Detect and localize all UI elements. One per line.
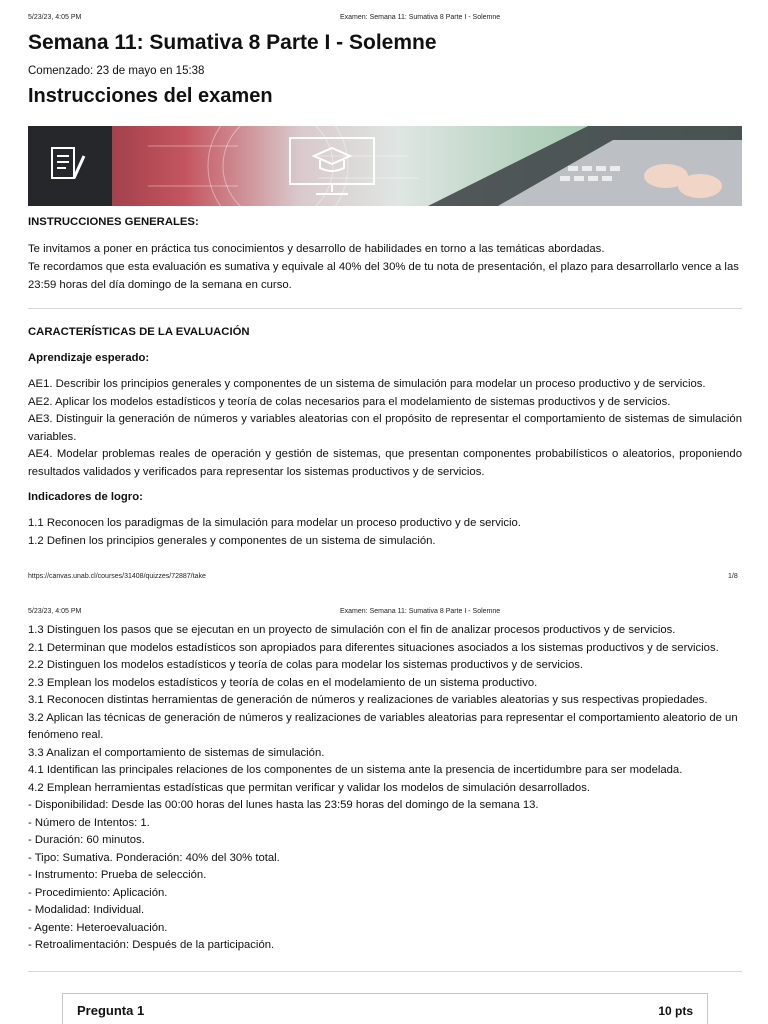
indicador-item: 1.2 Definen los principios generales y componentes de un sistema de simulación.: [28, 534, 436, 547]
quiz-started: Comenzado: 23 de mayo en 15:38: [28, 65, 205, 77]
detalle-item: - Retroalimentación: Después de la participación.: [28, 939, 275, 951]
quiz-title: Semana 11: Sumativa 8 Parte I - Solemne: [28, 31, 437, 54]
ae-item: AE2. Aplicar los modelos estadísticos y teoría de colas necesarios para el modelamiento de sistemas productivos y de servicios.: [28, 395, 671, 408]
print-doc-title: Examen: Semana 11: Sumativa 8 Parte I - Solemne: [340, 14, 501, 21]
detalle-item: - Agente: Heteroevaluación.: [28, 921, 168, 934]
indicador-item: 1.3 Distinguen los pasos que se ejecutan en un proyecto de simulación con el fin de analizar procesos productivos y de servicios.: [28, 624, 676, 636]
caracteristicas-heading: CARACTERÍSTICAS DE LA EVALUACIÓN: [28, 326, 250, 338]
section-divider: [28, 971, 742, 972]
aprendizaje-heading: Aprendizaje esperado:: [28, 352, 150, 364]
indicadores-list-page1: [28, 515, 742, 550]
question-label: Pregunta 1: [77, 1003, 145, 1018]
indicador-item: 4.2 Emplean herramientas estadísticas que permitan verificar y validar los modelos de simulación desarrollados.: [28, 781, 590, 794]
detalle-item: - Disponibilidad: Desde las 00:00 horas del lunes hasta las 23:59 horas del domingo de la semana 13.: [28, 799, 539, 811]
document-checklist-icon: [48, 144, 88, 188]
detalle-item: - Procedimiento: Aplicación.: [28, 886, 168, 899]
indicador-item: 4.1 Identifican las principales relaciones de los componentes de un sistema ante la presencia de incertidumbre para ser modelada.: [28, 764, 683, 776]
print-datetime: 5/23/23, 4:05 PM: [28, 14, 82, 21]
indicador-item: 2.1 Determinan que modelos estadísticos son apropiados para diferentes situaciones asociados a los sistemas productivos y de servicios.: [28, 641, 719, 654]
ae-item: AE3. Distinguir la generación de números y variables aleatorias con el propósito de representar el comportamiento de sistemas de simulación variables.: [28, 413, 742, 443]
print-page-number: 1/8: [728, 573, 738, 580]
instrucciones-line-1: Te invitamos a poner en práctica tus conocimientos y desarrollo de habilidades en torno a las temáticas abordadas.: [28, 243, 605, 255]
monitor-graduation-cap-icon: [286, 134, 378, 198]
indicador-item: 1.1 Reconocen los paradigmas de la simulación para modelar un proceso productivo y de servicio.: [28, 517, 521, 529]
indicador-item: 3.1 Reconocen distintas herramientas de generación de números y realizaciones de variables aleatorias y sus respectivas propiedades.: [28, 694, 708, 706]
detalle-item: - Instrumento: Prueba de selección.: [28, 869, 207, 881]
laptop-typing-hands-icon: [628, 136, 728, 202]
ae-item: AE4. Modelar problemas reales de operación y gestión de sistemas, que presentan componentes probabilísticos o aleatorios, proponiendo resultados validados y verificados para representar los sistemas productivos y de servicios.: [28, 448, 742, 478]
section-divider: [28, 308, 742, 309]
ae-list: [28, 376, 742, 481]
indicadores-list-page2: [28, 622, 742, 955]
ae-item: AE1. Describir los principios generales y componentes de un sistema de simulación para modelar un proceso productivo y de servicios.: [28, 378, 706, 390]
detalle-item: - Duración: 60 minutos.: [28, 834, 145, 846]
instructions-heading: Instrucciones del examen: [28, 85, 273, 107]
detalle-item: - Tipo: Sumativa. Ponderación: 40% del 30% total.: [28, 851, 280, 864]
question-card: [62, 993, 708, 1024]
detalle-item: - Modalidad: Individual.: [28, 904, 145, 916]
instrucciones-line-2: Te recordamos que esta evaluación es sumativa y equivale al 40% del 30% de tu nota de presentación, el plazo para desarrollarlo vence a las 23:59 horas del día domingo de la semana en curso.: [28, 261, 739, 291]
detalle-item: - Número de Intentos: 1.: [28, 816, 150, 829]
instrucciones-heading: INSTRUCCIONES GENERALES:: [28, 216, 199, 228]
print-datetime: 5/23/23, 4:05 PM: [28, 608, 82, 615]
indicador-item: 2.2 Distinguen los modelos estadísticos y teoría de colas para modelar los sistemas productivos y de servicios.: [28, 659, 584, 671]
indicador-item: 3.3 Analizan el comportamiento de sistemas de simulación.: [28, 746, 325, 759]
indicadores-heading: Indicadores de logro:: [28, 491, 143, 503]
print-doc-title: Examen: Semana 11: Sumativa 8 Parte I - Solemne: [340, 608, 501, 615]
print-url: https://canvas.unab.cl/courses/31408/quizzes/72887/take: [28, 573, 206, 580]
exam-banner: [28, 126, 742, 206]
indicador-item: 2.3 Emplean los modelos estadísticos y teoría de colas en el modelamiento de un sistema productivo.: [28, 676, 538, 689]
question-points: 10 pts: [658, 1004, 693, 1018]
indicador-item: 3.2 Aplican las técnicas de generación de números y realizaciones de variables aleatorias para representar el comportamiento aleatorio de un fenómeno real.: [28, 711, 738, 741]
